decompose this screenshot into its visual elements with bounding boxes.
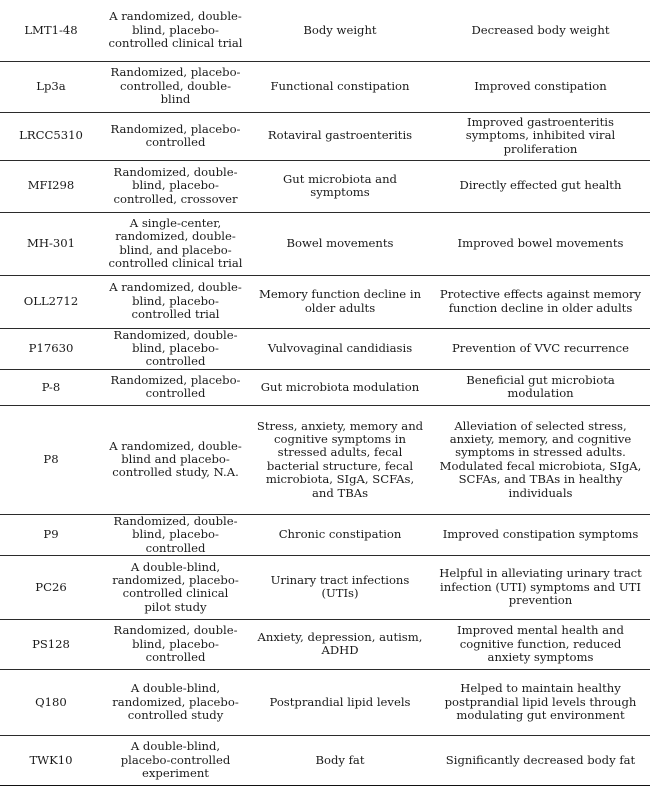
strain-cell [0, 328, 102, 369]
outcome-text: Decreased body weight [471, 22, 610, 37]
table-row [0, 619, 650, 669]
outcome-cell [431, 369, 650, 405]
design-cell [102, 0, 249, 61]
strain-text: PC26 [35, 579, 67, 594]
table-row [0, 61, 650, 112]
target-cell [249, 555, 431, 619]
outcome-cell [431, 275, 650, 328]
table-row [0, 405, 650, 514]
target-text: Body weight [303, 22, 377, 37]
outcome-text: Improved gastroenteritis symptoms, inhibited viral proliferation [465, 114, 616, 156]
target-cell [249, 369, 431, 405]
table-row [0, 369, 650, 405]
strain-text: MH-301 [26, 235, 76, 250]
outcome-text: Improved constipation symptoms [442, 527, 639, 542]
table-row [0, 555, 650, 619]
design-cell [102, 619, 249, 669]
strain-text: P8 [43, 452, 59, 467]
outcome-cell [431, 160, 650, 212]
target-cell [249, 669, 431, 735]
outcome-text: Prevention of VVC recurrence [452, 340, 629, 355]
design-text: Randomized, double-blind, placebo-controlled [113, 513, 238, 555]
target-cell [249, 275, 431, 328]
strain-cell [0, 0, 102, 61]
outcome-text: Improved constipation [474, 78, 607, 93]
table-row [0, 112, 650, 160]
strain-text: P17630 [28, 340, 74, 355]
outcome-text: Beneficial gut microbiota modulation [466, 372, 615, 401]
table-row [0, 160, 650, 212]
design-text: A single-center, randomized, double-blind, and placebo-controlled clinical trial [108, 215, 243, 270]
outcome-cell [431, 61, 650, 112]
strain-text: Lp3a [36, 78, 66, 93]
design-cell [102, 275, 249, 328]
design-text: A double-blind, randomized, placebo-controlled clinical pilot study [112, 559, 239, 614]
outcome-cell [431, 112, 650, 160]
design-text: A double-blind, placebo-controlled experiment [120, 739, 231, 781]
design-text: A double-blind, randomized, placebo-controlled study [112, 681, 239, 723]
design-cell [102, 735, 249, 785]
target-cell [249, 61, 431, 112]
strain-text: LRCC5310 [19, 128, 83, 143]
target-text: Rotaviral gastroenteritis [267, 128, 413, 143]
target-cell [249, 112, 431, 160]
strain-cell [0, 369, 102, 405]
target-text: Bowel movements [286, 235, 394, 250]
design-cell [102, 328, 249, 369]
design-text: A randomized, double-blind, placebo-controlled clinical trial [108, 9, 243, 50]
target-cell [249, 619, 431, 669]
design-text: Randomized, double-blind, placebo-controlled [113, 327, 238, 369]
strain-cell [0, 735, 102, 785]
outcome-text: Improved mental health and cognitive function, reduced anxiety symptoms [457, 623, 624, 665]
table-row [0, 328, 650, 369]
table-row [0, 514, 650, 555]
design-text: Randomized, placebo-controlled, double-blind [110, 65, 241, 107]
design-text: Randomized, double-blind, placebo-controlled [113, 623, 238, 665]
outcome-cell [431, 405, 650, 514]
outcome-cell [431, 328, 650, 369]
target-text: Stress, anxiety, memory and cognitive symptoms in stressed adults, fecal bacterial structure, fecal microbiota, SIgA, SCFAs, and TBAs [256, 418, 424, 500]
target-text: Urinary tract infections (UTIs) [270, 573, 410, 601]
outcome-cell [431, 514, 650, 555]
target-cell [249, 0, 431, 61]
outcome-cell [431, 669, 650, 735]
design-cell [102, 160, 249, 212]
target-text: Memory function decline in older adults [258, 287, 422, 315]
outcome-cell [431, 735, 650, 785]
design-text: Randomized, placebo-controlled [110, 372, 241, 401]
target-cell [249, 735, 431, 785]
strain-cell [0, 669, 102, 735]
strain-text: PS128 [32, 636, 70, 651]
target-text: Gut microbiota modulation [260, 379, 420, 394]
design-cell [102, 514, 249, 555]
strain-text: TWK10 [29, 752, 73, 767]
outcome-cell [431, 0, 650, 61]
strain-text: Q180 [35, 694, 67, 709]
design-cell [102, 61, 249, 112]
design-cell [102, 212, 249, 275]
design-text: A randomized, double-blind, placebo-controlled trial [109, 280, 242, 322]
outcome-text: Helpful in alleviating urinary tract infection (UTI) symptoms and UTI prevention [439, 566, 642, 608]
table-row [0, 275, 650, 328]
design-cell [102, 555, 249, 619]
strain-text: OLL2712 [23, 293, 79, 308]
table-row [0, 669, 650, 735]
table-row [0, 735, 650, 785]
target-cell [249, 160, 431, 212]
outcome-text: Alleviation of selected stress, anxiety, memory, and cognitive symptoms in stressed adults. Modulated fecal microbiota, SIgA, SCFAs, and TBAs in healthy individuals [439, 418, 642, 500]
strain-cell [0, 212, 102, 275]
outcome-cell [431, 619, 650, 669]
target-cell [249, 328, 431, 369]
design-cell [102, 112, 249, 160]
design-cell [102, 405, 249, 514]
strain-cell [0, 555, 102, 619]
strain-cell [0, 275, 102, 328]
outcome-text: Significantly decreased body fat [445, 752, 636, 767]
target-text: Body fat [315, 752, 365, 767]
design-cell [102, 669, 249, 735]
outcome-cell [431, 555, 650, 619]
strain-cell [0, 405, 102, 514]
strain-cell [0, 112, 102, 160]
target-text: Chronic constipation [278, 527, 402, 542]
target-cell [249, 514, 431, 555]
target-text: Anxiety, depression, autism, ADHD [257, 630, 423, 658]
table-row [0, 212, 650, 275]
strain-text: LMT1-48 [24, 22, 78, 37]
target-cell [249, 405, 431, 514]
strain-cell [0, 619, 102, 669]
target-text: Postprandial lipid levels [269, 694, 411, 709]
target-cell [249, 212, 431, 275]
outcome-text: Helped to maintain healthy postprandial lipid levels through modulating gut environment [444, 681, 637, 723]
outcome-text: Improved bowel movements [457, 235, 624, 250]
design-text: Randomized, placebo-controlled [110, 121, 241, 149]
design-cell [102, 369, 249, 405]
strain-text: P9 [43, 527, 59, 542]
strain-cell [0, 514, 102, 555]
table-row [0, 0, 650, 61]
target-text: Gut microbiota and symptoms [283, 171, 397, 199]
outcome-text: Directly effected gut health [459, 178, 622, 193]
strain-text: MFI298 [27, 178, 75, 193]
strain-cell [0, 61, 102, 112]
outcome-cell [431, 212, 650, 275]
strain-cell [0, 160, 102, 212]
design-text: Randomized, double-blind, placebo-controlled, crossover [113, 164, 238, 206]
strain-text: P-8 [41, 379, 61, 394]
target-text: Functional constipation [270, 78, 410, 93]
design-text: A randomized, double-blind and placebo-controlled study, N.A. [109, 438, 242, 480]
outcome-text: Protective effects against memory function decline in older adults [439, 287, 642, 315]
target-text: Vulvovaginal candidiasis [267, 340, 413, 355]
